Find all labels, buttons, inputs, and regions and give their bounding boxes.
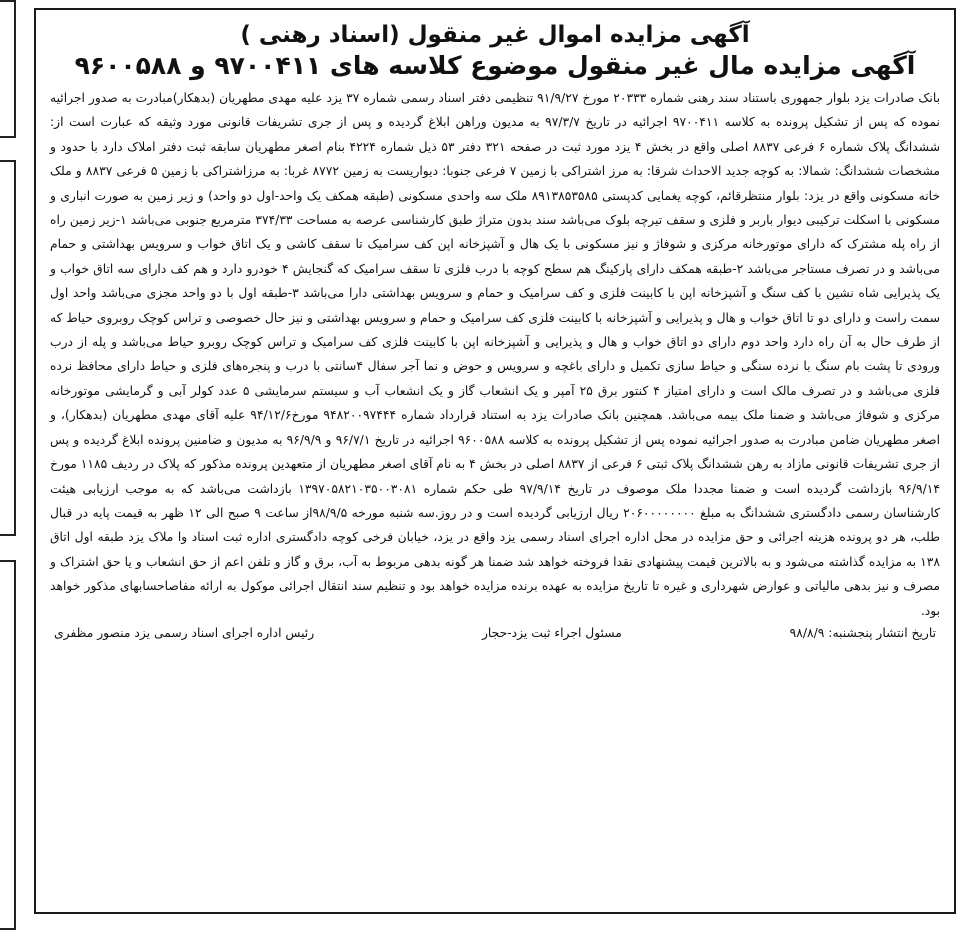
notice-title: آگهی مزایده اموال غیر منقول (اسناد رهنی ) — [240, 22, 750, 48]
notice-subtitle: آگهی مزایده مال غیر منقول موضوع کلاسه های ۹۷۰۰۴۱۱ و ۹۶۰۰۵۸۸ — [74, 51, 916, 80]
notice-frame — [34, 8, 956, 914]
adjacent-ad-border — [0, 560, 16, 930]
notice-body: بانک صادرات یزد بلوار جمهوری باستناد سند رهنی شماره ۲۰۳۳۳ مورخ ۹۱/۹/۲۷ تنظیمی دفتر اسناد رسمی شماره ۳۷ یزد علیه مهدی مطهریان (بدهکار)مبادرت به صدور اجرائیه نموده که پس از تشکیل پرونده به کلاسه ۹۷۰۰۴۱۱ اجرائیه در تاریخ ۹۷/۳/۷ به مدیون وراهن ابلاغ گردیده و پس از جری تشریفات قانونی مورد وثیقه که عبارت است از: ششدانگ پلاک شماره ۶ فرعی ۸۸۳۷ اصلی واقع در بخش ۴ یزد مورد ثبت در صفحه ۳۲۱ دفتر ۵۳ ذیل شماره ۴۲۲۴ بنام اصغر مطهریان سابقه ثبت دفتر املاک دارد با حدود و مشخصات ششدانگ: شمالا: به کوچه جدید الاحداث شرقا: به مرز اشتراکی با زمین ۷ فرعی جنوبا: دیواریست به زمین ۸۷۷۲ غربا: به مرزاشتراکی با زمین ۵ فرعی ۸۸۳۷ و ملک خانه مسکونی واقع در یزد: بلوار منتظرقائم، کوچه یغمایی کدپستی ۸۹۱۳۸۵۳۵۸۵ ملک سه واحدی مسکونی (طبقه همکف یک واحد-اول دو واحد) و زیر زمین به صورت انباری و مسکونی با اسکلت ترکیبی دیوار باربر و فلزی و سقف تیرچه بلوک می‌باشد سند بدون متراژ طبق کارشناسی عرصه به مساحت ۳۷۴/۳۳ مترمربع جنوبی می‌باشد ۱-زیر زمین راه از راه پله مشترک که دارای موتورخانه مرکزی و شوفاژ و نیز مسکونی با یک هال و آشپزخانه اپن کف سرامیک تا سقف کاشی و یک اتاق خواب و سرویس بهداشتی و حمام می‌باشد و در تصرف مستاجر می‌باشد ۲-طبقه همکف دارای پارکینگ هم سطح کوچه با درب فلزی تا سقف سرامیک که گنجایش ۴ خودرو دارد و هم کف دارای سه اتاق خواب و یک پذیرایی شاه نشین با کف سنگ و آشپزخانه اپن با کابینت فلزی و کف سرامیک و حمام و سرویس بهداشتی دارا می‌باشد ۳-طبقه اول با دو واحد مجزی می‌باشد واحد اول سمت راست و دارای دو تا اتاق خواب و هال و پذیرایی و آشپزخانه با کابینت فلزی کف سرامیک و حمام و سرویس بهداشتی و نیز حال خصوصی و تراس کوچک روبروی حیاط که از طرف حال به آن راه دارد واحد دوم دارای دو اتاق خواب و هال و پذیرایی و آشپزخانه اپن با کابینت فلزی کف سرامیک و تراس کوچک روبرو حیاط می‌باشد و پله از درب ورودی تا پشت بام سنگ با نرده سنگی و حیاط سازی تکمیل و دارای باغچه و سرویس و حوض و نما آجر سفال ۴سانتی با درب و پنجره‌های فلزی و حیاط دارای محافظ نرده فلزی می‌باشد و در تصرف مالک است و دارای امتیاز ۴ کنتور برق ۲۵ آمپر و یک انشعاب گاز و یک انشعاب آب و سیستم سرمایشی ۵ عدد کولر آبی و گرمایشی موتورخانه مرکزی و شوفاژ می‌باشد و ضمنا ملک بیمه می‌باشد. همچنین بانک صادرات یزد به استناد قرارداد شماره ۹۴۸۲۰۰۹۷۴۴۴ مورخ۹۴/۱۲/۶ علیه آقای مهدی مطهریان (بدهکار)، و اصغر مطهریان ضامن مبادرت به صدور اجرائیه نموده پس از تشکیل پرونده به کلاسه ۹۶۰۰۵۸۸ اجرائیه در تاریخ ۹۶/۷/۱ و ۹۶/۹/۹ به مدیون و ضامنین پرونده ابلاغ گردیده و پس از جری تشریفات قانونی مازاد به رهن ششدانگ پلاک ثبتی ۶ فرعی از ۸۸۳۷ اصلی در بخش ۴ به نام آقای اصغر مطهریان از متعهدین پرونده مذکور که پلاک در ردیف ۱۱۸۵ مورخ ۹۶/۹/۱۴ بازداشت گردیده است و ضمنا مجددا ملک موصوف در تاریخ ۹۷/۹/۱۴ طی حکم شماره ۱۳۹۷۰۵۸۲۱۰۳۵۰۰۳۰۸۱ بازداشت می‌باشد که به موجب ارزیابی هیئت کارشناسان رسمی دادگستری ششدانگ به مبلغ ۲۰۶۰۰۰۰۰۰۰۰ ریال ارزیابی گردیده است و در روز.سه شنبه مورخه ۹۸/۹/۵از ساعت ۹ صبح الی ۱۲ ظهر به قیمت پایه در قبال طلب، هر دو پرونده هزینه اجرائی و حق مزایده در محل اداره اجرای اسناد رسمی یزد واقع در یزد، خیابان فرخی کوچه دادگستری اداره ثبت اسناد وا ملاک یزد طبقه اول اتاق ۱۳۸ به مزایده گذاشته می‌شود و به بالاترین قیمت پیشنهادی نقدا فروخته خواهد شد ضمنا هر گونه بدهی مربوط به آب، برق و گاز و تلفن اعم از حق انشعاب و یا حق اشتراک و مصرف و نیز بدهی مالیاتی و عوارض شهرداری و غیره تا تاریخ مزایده به عهده برنده مزایده خواهد بود و تنظیم سند انتقال اجرائی موکول به ارائه مفاصاحسابهای مذکور خواهد بود. — [50, 91, 941, 618]
registry-officer: مسئول اجراء ثبت یزد-حجار — [481, 625, 622, 640]
notice-header — [50, 20, 940, 82]
adjacent-ad-border — [0, 0, 16, 138]
notice-footer — [50, 623, 940, 643]
office-head-signature: رئیس اداره اجرای اسناد رسمی یزد منصور مظفری — [54, 625, 315, 640]
adjacent-ad-border — [0, 160, 16, 536]
publish-date: تاریخ انتشار پنجشنبه: ۹۸/۸/۹ — [789, 625, 936, 640]
